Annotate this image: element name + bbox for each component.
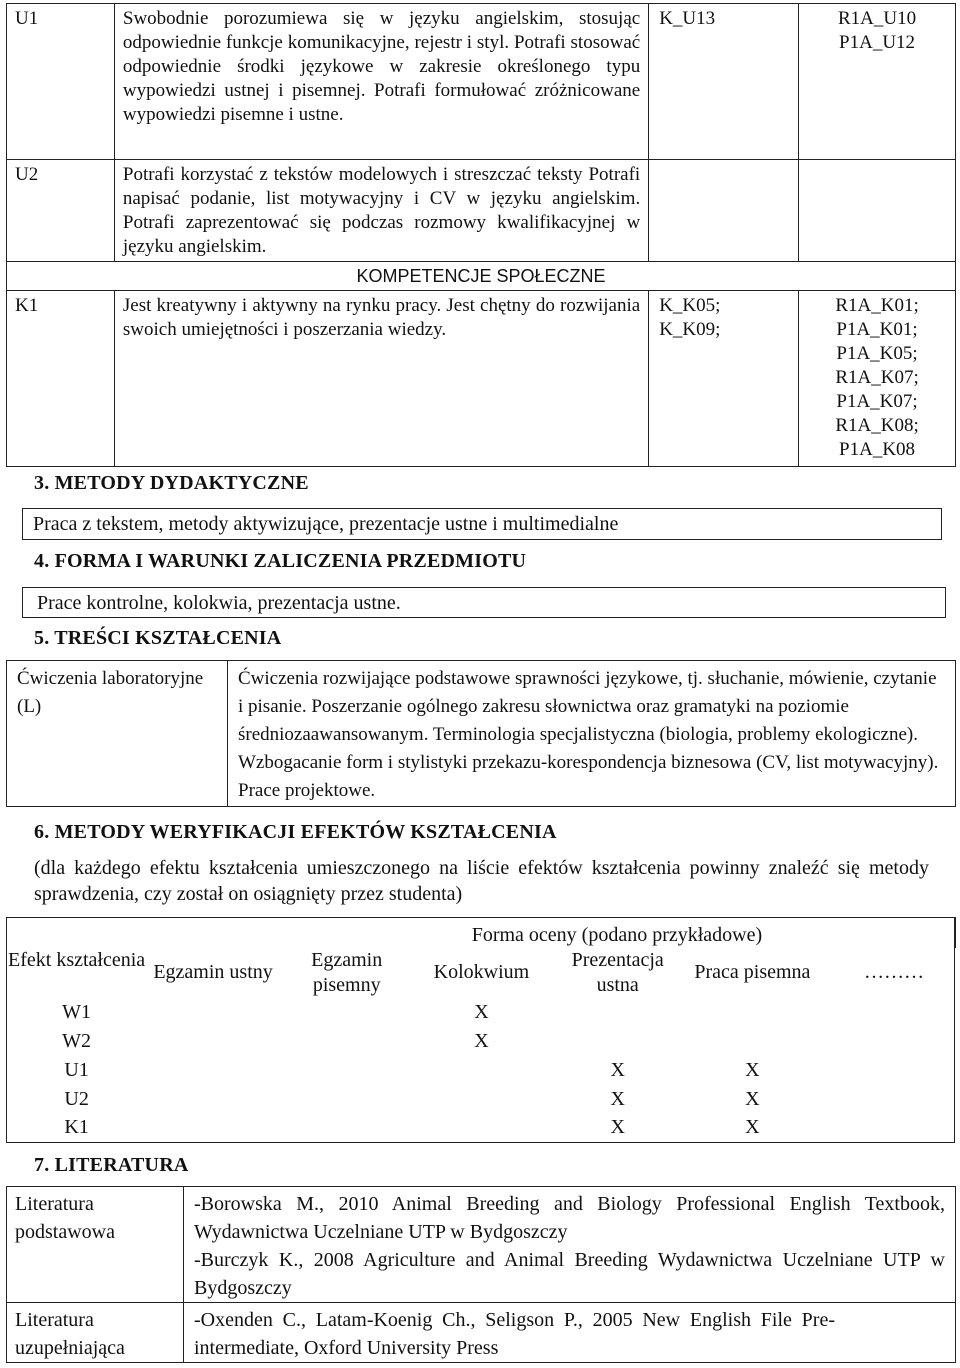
column-header: Prezentacja ustna xyxy=(571,948,664,996)
mark-cell xyxy=(280,1114,414,1143)
area-effect-codes: R1A_K01; P1A_K01; P1A_K05; R1A_K07; P1A_K07; R1A_K08; P1A_K08 xyxy=(799,291,956,467)
mark-cell xyxy=(280,998,414,1027)
mark-cell xyxy=(280,1085,414,1114)
verification-row xyxy=(7,1056,956,1085)
mark-cell: X xyxy=(474,1000,489,1023)
assessment-box: Prace kontrolne, kolokwia, prezentacja ustne. xyxy=(22,587,946,618)
mark-cell: X xyxy=(474,1029,489,1052)
verification-row xyxy=(7,1114,956,1143)
field-effect-codes: K_K05; K_K09; xyxy=(649,291,799,467)
mark-cell xyxy=(549,1027,686,1056)
field-effect-codes: K_U13 xyxy=(649,4,799,160)
mark-cell xyxy=(819,1056,955,1085)
area-effect-codes xyxy=(799,160,956,262)
column-header: Kolokwium xyxy=(433,961,530,983)
section-heading-literature: 7. LITERATURA xyxy=(34,1154,189,1176)
row-effect: K1 xyxy=(7,1114,147,1143)
section-heading-assessment: 4. FORMA I WARUNKI ZALICZENIA PRZEDMIOTU xyxy=(34,550,527,572)
mark-cell xyxy=(819,1027,955,1056)
row-effect: U2 xyxy=(7,1085,147,1114)
verification-row xyxy=(7,1027,956,1056)
effect-row-u2 xyxy=(7,160,956,262)
mark-cell xyxy=(280,1027,414,1056)
basic-literature-list xyxy=(184,1187,956,1303)
mark-cell xyxy=(686,1027,819,1056)
extra-literature-list xyxy=(184,1303,956,1363)
mark-cell xyxy=(146,998,280,1027)
reference-item: -Oxenden C., Latam-Koenig Ch., Seligson P., 2005 New English File Pre-intermediate, Oxford University Press xyxy=(194,1309,835,1359)
mark-cell xyxy=(414,1056,550,1085)
assessment-columns-row xyxy=(7,948,956,998)
mark-cell xyxy=(819,998,955,1027)
section-heading-content: 5. TREŚCI KSZTAŁCENIA xyxy=(34,627,282,649)
row-effect: W1 xyxy=(7,998,147,1027)
basic-literature-label: Literatura podstawowa xyxy=(7,1187,184,1303)
section-heading-teaching-methods: 3. METODY DYDAKTYCZNE xyxy=(34,472,309,494)
content-label: Ćwiczenia laboratoryjne (L) xyxy=(7,661,228,807)
reference-item: -Borowska M., 2010 Animal Breeding and Biology Professional English Textbook, Wydawnictwa Uczelniane UTP w Bydgoszczy xyxy=(194,1193,945,1243)
column-header: Praca pisemna xyxy=(694,961,811,983)
mark-cell: X xyxy=(745,1087,760,1110)
column-header: ……… xyxy=(819,948,955,998)
effect-row-u1 xyxy=(7,4,956,160)
mark-cell: X xyxy=(549,1114,686,1143)
row-effect: W2 xyxy=(7,1027,147,1056)
verification-table xyxy=(6,917,956,1143)
effect-code: U1 xyxy=(7,4,115,160)
column-header: Egzamin ustny xyxy=(153,961,273,983)
mark-cell xyxy=(146,1085,280,1114)
section-label: KOMPETENCJE SPOŁECZNE xyxy=(7,262,956,291)
column-header: Egzamin pisemny xyxy=(311,948,383,996)
mark-cell xyxy=(146,1027,280,1056)
teaching-methods-box: Praca z tekstem, metody aktywizujące, prezentacje ustne i multimedialne xyxy=(22,508,942,540)
section-row xyxy=(7,262,956,291)
field-effect-codes xyxy=(649,160,799,262)
effect-code: K1 xyxy=(7,291,115,467)
effect-row-k1 xyxy=(7,291,956,467)
mark-cell xyxy=(414,1085,550,1114)
mark-cell xyxy=(280,1056,414,1085)
mark-cell xyxy=(819,1114,955,1143)
mark-cell xyxy=(146,1056,280,1085)
learning-effects-table xyxy=(6,3,956,467)
mark-cell xyxy=(819,1085,955,1114)
row-effect: U1 xyxy=(7,1056,147,1085)
verification-intro: (dla każdego efektu kształcenia umieszczonego na liście efektów kształcenia powinny znaleźć się metody sprawdzenia, czy został on osiągnięty przez studenta) xyxy=(34,857,929,905)
effect-code: U2 xyxy=(7,160,115,262)
reference-item: -Burczyk K., 2008 Agriculture and Animal Breeding Wydawnictwa Uczelniane UTP w Bydgoszczy xyxy=(194,1249,945,1299)
effect-description: Potrafi korzystać z tekstów modelowych i streszczać teksty Potrafi napisać podanie, list motywacyjny i CV w języku angielskim. Potrafi zaprezentować się podczas rozmowy kwalifikacyjnej w języku angielskim. xyxy=(114,160,648,262)
effect-column-header: Efekt kształcenia xyxy=(7,918,147,998)
section-heading-verification: 6. METODY WERYFIKACJI EFEKTÓW KSZTAŁCENIA xyxy=(34,821,557,843)
mark-cell: X xyxy=(610,1058,625,1081)
literature-table xyxy=(6,1186,956,1363)
verification-row xyxy=(7,998,956,1027)
mark-cell xyxy=(549,998,686,1027)
extra-literature-label: Literatura uzupełniająca xyxy=(7,1303,184,1363)
mark-cell: X xyxy=(686,1114,819,1143)
assessment-group-header: Forma oceny (podano przykładowe) xyxy=(280,918,955,948)
mark-cell: X xyxy=(745,1058,760,1081)
area-effect-codes: R1A_U10 P1A_U12 xyxy=(799,4,956,160)
effect-description: Swobodnie porozumiewa się w języku angielskim, stosując odpowiednie funkcje komunikacyjne, rejestr i styl. Potrafi stosować odpowiednie środki językowe w zakresie określonego typu wypowiedzi ustnej i pisemnej. Potrafi formułować zróżnicowane wypowiedzi pisemne i ustne. xyxy=(114,4,648,160)
mark-cell xyxy=(686,998,819,1027)
course-content-table xyxy=(6,660,956,807)
effect-description: Jest kreatywny i aktywny na rynku pracy. Jest chętny do rozwijania swoich umiejętności i poszerzania wiedzy. xyxy=(114,291,648,467)
verification-row xyxy=(7,1085,956,1114)
content-description: Ćwiczenia rozwijające podstawowe sprawności językowe, tj. słuchanie, mówienie, czytanie i pisanie. Poszerzanie ogólnego zakresu słownictwa oraz gramatyki na poziomie średniozaawansowanym. Terminologia specjalistyczna (biologia, problemy ekologiczne). Wzbogacanie form i stylistyki przekazu-korespondencja biznesowa (CV, list motywacyjny). Prace projektowe. xyxy=(228,661,956,807)
mark-cell xyxy=(146,1114,280,1143)
mark-cell: X xyxy=(610,1087,625,1110)
mark-cell xyxy=(414,1114,550,1143)
